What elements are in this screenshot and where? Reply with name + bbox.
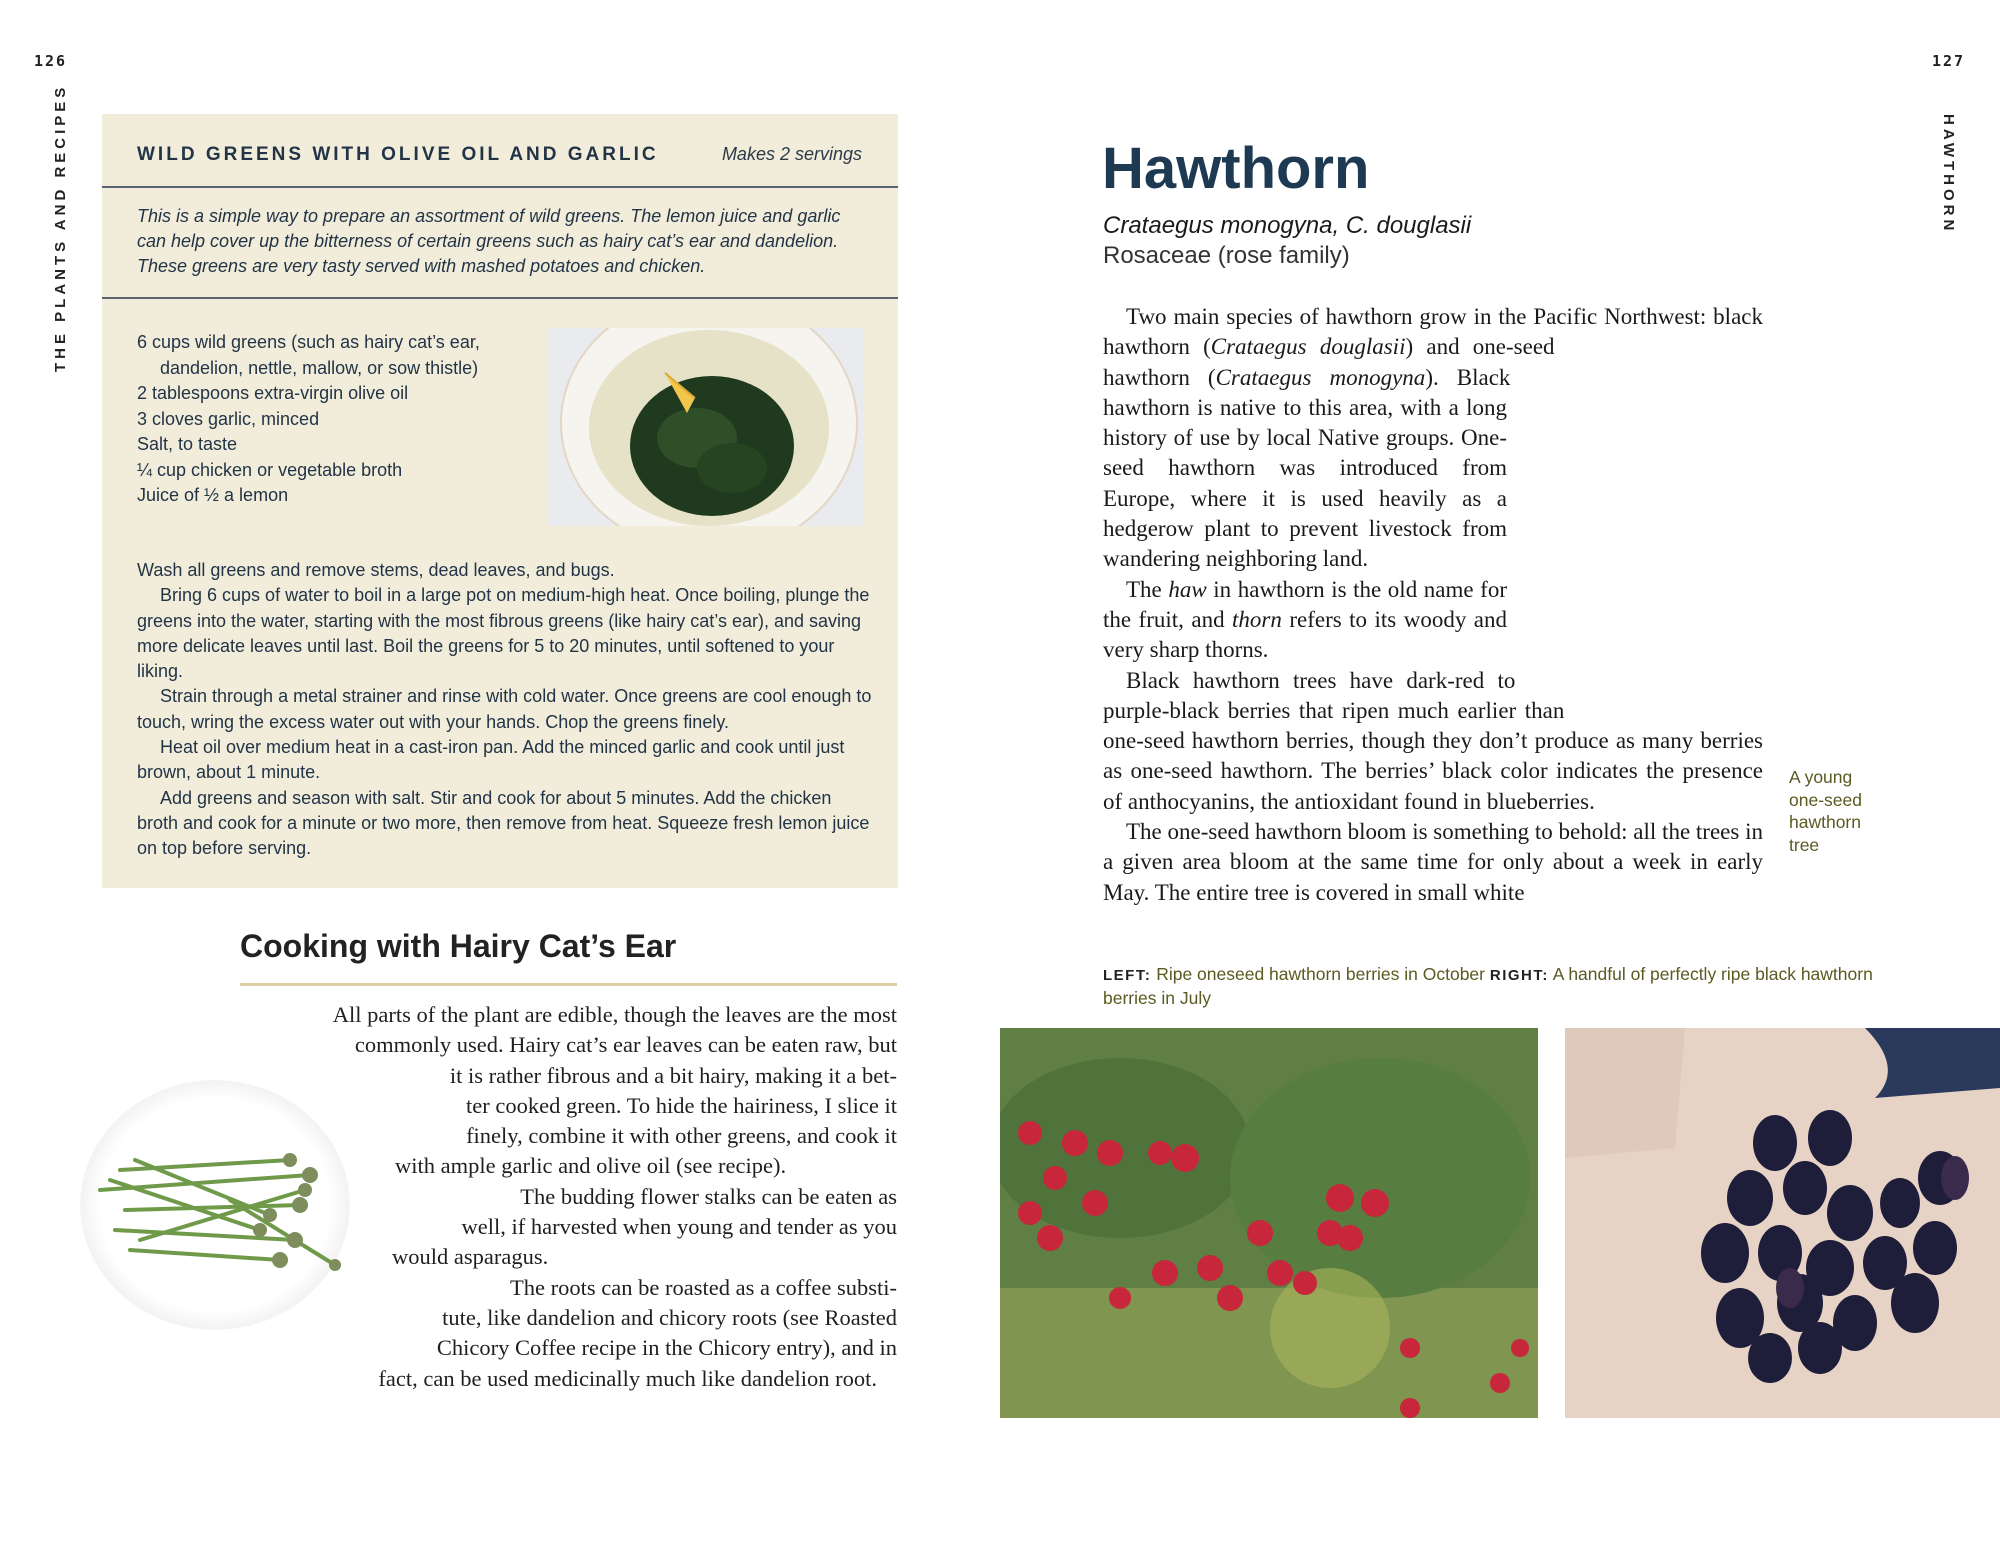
ingredient-item: Salt, to taste [137, 434, 238, 454]
recipe-title: WILD GREENS WITH OLIVE OIL AND GARLIC [137, 144, 659, 165]
sidebar-heading: Cooking with Hairy Cat’s Ear [240, 928, 677, 964]
sidebar-line: The roots can be roasted as a coffee substi- [510, 1274, 897, 1300]
berry-photos-caption [1103, 963, 1883, 1010]
recipe-method [137, 558, 873, 862]
sidebar-line: commonly used. Hairy cat’s ear leaves can be eaten raw, but [354, 1032, 897, 1058]
recipe-divider-middle [102, 297, 898, 299]
sidebar-line: would asparagus. [392, 1244, 549, 1270]
sidebar-line: The budding flower stalks can be eaten as [520, 1183, 897, 1209]
sidebar-line: Chicory Coffee recipe in the Chicory entry), and in [436, 1335, 897, 1361]
recipe-photo-greens-bowl [547, 328, 863, 526]
plant-description [1103, 302, 1763, 908]
latin-name: Crataegus monogyna, C. douglasii [1103, 212, 1472, 239]
paragraph-2: The haw in hawthorn is the old name for the fruit, and thorn refers to its woody and very sharp thorns. [1103, 576, 1507, 663]
ingredient-item: ¼ cup chicken or vegetable broth [137, 459, 403, 480]
sidebar-line: with ample garlic and olive oil (see recipe). [395, 1153, 787, 1179]
ingredient-item: 2 tablespoons extra-virgin olive oil [137, 383, 409, 403]
ingredient-item: 3 cloves garlic, minced [137, 408, 320, 429]
paragraph-1: Two main species of hawthorn grow in the Pacific Northwest: black hawthorn (Crataegus douglasii) and one-seed hawthorn (Crataegus monogyna). Black hawthorn is native to this area, with a long history of use by local Native groups. One-seed hawthorn was introduced from Europe, where it is used heavily as a hedgerow plant to prevent livestock from wandering neighboring land. [1103, 304, 1763, 572]
ingredient-item: Juice of ½ a lemon [137, 485, 289, 505]
recipe-box [102, 114, 898, 888]
recipe-intro: This is a simple way to prepare an assortment of wild greens. The lemon juice and garlic can help cover up the bitterness of certain greens such as hairy cat’s ear and dandelion. These greens are very tasty served with mashed potatoes and chicken. [137, 206, 841, 276]
sidebar-line: fact, can be used medicinally much like dandelion root. [378, 1365, 877, 1391]
ingredient-item: 6 cups wild greens (such as hairy cat’s ear, dandelion, nettle, mallow, or sow thistle) [137, 332, 480, 378]
sidebar-heading-rule [240, 983, 897, 986]
sidebar-line: tute, like dandelion and chicory roots (see Roasted [442, 1304, 897, 1330]
paragraph-3: Black hawthorn trees have dark-red to purple-black berries that ripen much earlier than one-seed hawthorn berries, though they don’t produce as many berries as one-seed hawthorn. The berries’ black color indicates the presence of anthocyanins, the antioxidant found in blueberries. [1103, 667, 1763, 814]
recipe-yield: Makes 2 servings [721, 144, 862, 164]
caption-right-text: A handful of perfectly ripe black hawthorn berries in July [1103, 964, 1873, 1008]
running-head-left: THE PLANTS AND RECIPES [52, 83, 69, 372]
tree-photo-caption: A young one-seed hawthorn tree [1789, 767, 1862, 855]
method-step: Add greens and season with salt. Stir and cook for about 5 minutes. Add the chicken broth and cook for a minute or two more, then remove from heat. Squeeze fresh lemon juice on top before serving. [137, 787, 870, 859]
paragraph-4: The one-seed hawthorn bloom is something to behold: all the trees in a given area bloom at the same time for only about a week in early May. The entire tree is covered in small white [1103, 819, 1763, 905]
page-number-left: 126 [34, 52, 68, 70]
plant-family: Rosaceae (rose family) [1103, 242, 1350, 269]
sidebar-line: well, if harvested when young and tender as you [461, 1214, 897, 1240]
recipe-divider-top [102, 186, 898, 188]
sidebar-line: finely, combine it with other greens, and cook it [466, 1123, 897, 1149]
ingredient-list [137, 330, 537, 509]
sidebar-line: it is rather fibrous and a bit hairy, making it a bet- [449, 1062, 897, 1088]
red-berries-photo [1000, 1028, 1538, 1418]
caption-left-label: LEFT: [1103, 967, 1152, 984]
running-head-right: HAWTHORN [1940, 114, 1957, 235]
plant-title: Hawthorn [1102, 136, 1370, 201]
method-step: Heat oil over medium heat in a cast-iron pan. Add the minced garlic and cook until just brown, about 1 minute. [137, 737, 845, 783]
method-step: Strain through a metal strainer and rinse with cold water. Once greens are cool enough to touch, wring the excess water out with your hands. Chop the greens finely. [137, 686, 872, 732]
method-step: Bring 6 cups of water to boil in a large pot on medium-high heat. Once boiling, plunge the greens into the water, starting with the most fibrous greens (like hairy cat’s ear), and saving more delicate leaves until last. Boil the greens for 5 to 20 minutes, until softened to your liking. [137, 585, 870, 682]
caption-left-text: Ripe oneseed hawthorn berries in October [1151, 964, 1490, 984]
sidebar-body [230, 1000, 897, 1394]
method-step: Wash all greens and remove stems, dead leaves, and bugs. [137, 560, 615, 580]
sidebar-line: ter cooked green. To hide the hairiness, I slice it [466, 1092, 897, 1118]
page-number-right: 127 [1932, 52, 1966, 70]
caption-right-label: RIGHT: [1489, 967, 1549, 984]
sidebar-line: All parts of the plant are edible, though the leaves are the most [332, 1002, 897, 1027]
black-berries-photo [1565, 1028, 2000, 1418]
